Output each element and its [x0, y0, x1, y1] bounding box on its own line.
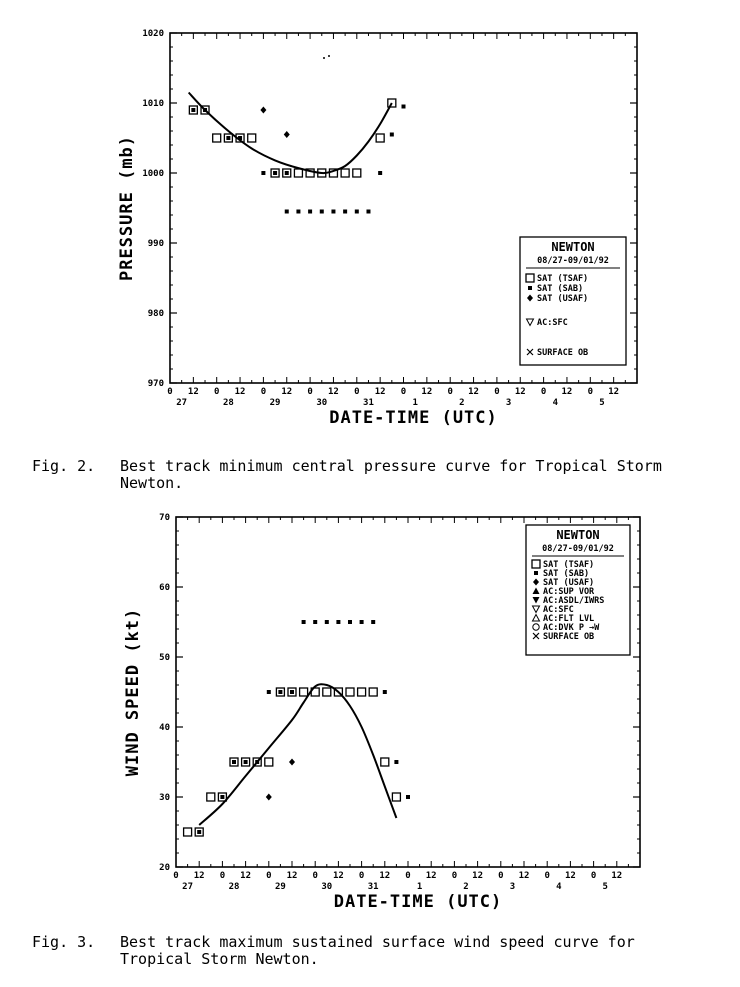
data-point-square: [213, 134, 221, 142]
x-day-label: 2: [463, 882, 469, 892]
x-day-label: 31: [363, 398, 374, 408]
y-tick-label: 50: [159, 653, 170, 663]
x-day-label: 30: [316, 398, 328, 408]
x-tick-label: 12: [240, 871, 252, 881]
x-tick-label: 0: [400, 387, 407, 397]
legend-item-label: AC:FLT LVL: [543, 614, 595, 624]
pressure-chart: [0, 0, 740, 440]
x-tick-label: 12: [374, 387, 386, 397]
y-tick-label: 30: [159, 793, 170, 803]
x-day-label: 4: [556, 882, 562, 892]
x-tick-label: 0: [494, 387, 500, 397]
data-point-filled-square: [285, 210, 289, 214]
legend-symbol: [528, 286, 532, 290]
data-point-diamond: [266, 794, 272, 801]
x-day-label: 27: [176, 398, 188, 408]
figure-3-label: Fig. 3.: [32, 933, 96, 951]
data-point-filled-square: [267, 690, 271, 694]
x-tick-label: 12: [608, 387, 620, 397]
data-point-filled-square: [331, 210, 335, 214]
best-track-curve: [199, 684, 396, 825]
x-tick-label: 0: [587, 387, 594, 397]
data-point-square: [381, 758, 389, 766]
x-tick-label: 12: [472, 871, 484, 881]
x-tick-label: 12: [611, 871, 623, 881]
data-point-filled-square: [273, 171, 277, 175]
legend-item-label: AC:DVK P →W: [543, 623, 600, 633]
legend-item-label: SURFACE OB: [543, 632, 595, 642]
data-point-filled-square: [232, 760, 236, 764]
y-tick-label: 990: [147, 239, 164, 249]
x-tick-label: 12: [421, 387, 433, 397]
data-point-diamond: [289, 759, 295, 766]
data-point-square: [369, 688, 377, 696]
x-day-label: 3: [509, 882, 516, 892]
x-tick-label: 12: [514, 387, 526, 397]
x-day-label: 29: [274, 882, 286, 892]
figure-2-caption: [32, 458, 720, 492]
data-point-filled-square: [238, 136, 242, 140]
x-tick-label: 0: [358, 871, 365, 881]
x-tick-label: 12: [234, 387, 246, 397]
x-day-label: 27: [182, 882, 194, 892]
data-point-filled-square: [360, 620, 364, 624]
data-point-square: [294, 169, 302, 177]
x-day-label: 2: [459, 398, 465, 408]
data-point-filled-square: [348, 620, 352, 624]
x-tick-label: 12: [328, 387, 339, 397]
legend-item-label: SAT (USAF): [537, 294, 589, 304]
data-point-filled-square: [366, 210, 370, 214]
data-point-filled-square: [336, 620, 340, 624]
data-point-filled-square: [320, 210, 324, 214]
x-axis-label: DATE-TIME (UTC): [333, 892, 503, 912]
y-axis-label: PRESSURE (mb): [117, 134, 137, 282]
legend-item-label: AC:ASDL/IWRS: [543, 596, 605, 606]
data-point-filled-square: [383, 690, 387, 694]
y-tick-label: 60: [159, 583, 170, 593]
data-point-filled-square: [290, 690, 294, 694]
figure-2-text: Best track minimum central pressure curve for Tropical Storm Newton.: [120, 457, 662, 492]
x-tick-label: 0: [260, 387, 267, 397]
x-tick-label: 0: [266, 871, 272, 881]
data-point-filled-square: [244, 760, 248, 764]
x-tick-label: 12: [379, 871, 391, 881]
data-point-filled-square: [308, 210, 312, 214]
x-tick-label: 12: [193, 871, 205, 881]
y-tick-label: 40: [159, 723, 170, 733]
data-point-square: [300, 688, 308, 696]
x-tick-label: 12: [564, 871, 576, 881]
data-point-square: [341, 169, 349, 177]
x-tick-label: 0: [405, 871, 411, 881]
x-tick-label: 12: [187, 387, 199, 397]
legend-item-label: SAT (TSAF): [537, 274, 589, 284]
legend-title: NEWTON: [556, 528, 600, 542]
x-tick-label: 12: [561, 387, 573, 397]
x-tick-label: 0: [354, 387, 360, 397]
x-tick-label: 12: [332, 871, 344, 881]
data-point-square: [358, 688, 366, 696]
x-tick-label: 0: [498, 871, 504, 881]
data-point-diamond: [284, 131, 290, 138]
data-point-filled-square: [355, 210, 359, 214]
x-tick-label: 0: [167, 387, 173, 397]
data-point-filled-square: [343, 210, 347, 214]
data-point-square: [376, 134, 384, 142]
data-point-filled-square: [296, 210, 300, 214]
x-tick-label: 0: [312, 871, 318, 881]
data-point-filled-square: [255, 760, 259, 764]
x-day-label: 31: [367, 882, 379, 892]
data-point-filled-square: [325, 620, 329, 624]
legend-item-label: SAT (SAB): [543, 569, 590, 579]
y-tick-label: 1000: [142, 169, 164, 179]
x-tick-label: 0: [173, 871, 179, 881]
legend-item-label: AC:SFC: [543, 605, 574, 615]
x-day-label: 1: [416, 882, 423, 892]
data-point-filled-square: [406, 795, 410, 799]
legend-item-label: SAT (USAF): [543, 578, 595, 588]
data-point-filled-square: [371, 620, 375, 624]
x-tick-label: 0: [307, 387, 313, 397]
data-point-filled-square: [220, 795, 224, 799]
figure-3-caption: [32, 934, 720, 968]
data-point-filled-square: [285, 171, 289, 175]
data-point-square: [265, 758, 273, 766]
y-tick-label: 20: [159, 863, 170, 873]
y-tick-label: 70: [159, 513, 170, 523]
x-tick-label: 12: [425, 871, 437, 881]
figure-3-text: Best track maximum sustained surface wind speed curve for Tropical Storm Newton.: [120, 933, 635, 968]
data-point-filled-square: [402, 105, 406, 109]
scan-speck: [323, 57, 325, 59]
legend-item-label: AC:SFC: [537, 318, 568, 328]
y-tick-label: 970: [147, 379, 164, 389]
scan-speck: [328, 55, 330, 57]
x-day-label: 28: [222, 398, 234, 408]
x-tick-label: 0: [447, 387, 453, 397]
legend-item-label: SURFACE OB: [537, 348, 589, 358]
x-axis-label: DATE-TIME (UTC): [329, 408, 498, 428]
data-point-square: [392, 793, 400, 801]
data-point-diamond: [260, 107, 266, 114]
x-tick-label: 12: [518, 871, 530, 881]
x-day-label: 5: [602, 882, 608, 892]
data-point-filled-square: [302, 620, 306, 624]
y-axis-label: WIND SPEED (kt): [123, 607, 143, 777]
data-point-filled-square: [203, 108, 207, 112]
best-track-curve: [189, 93, 392, 174]
data-point-square: [323, 688, 331, 696]
legend-symbol: [534, 571, 538, 575]
data-point-square: [184, 828, 192, 836]
legend-subtitle: 08/27-09/01/92: [542, 544, 614, 554]
data-point-filled-square: [313, 620, 317, 624]
data-point-filled-square: [197, 830, 201, 834]
x-day-label: 30: [321, 882, 333, 892]
y-tick-label: 1010: [142, 99, 164, 109]
x-day-label: 1: [412, 398, 418, 408]
data-point-filled-square: [378, 171, 382, 175]
legend-title: NEWTON: [551, 240, 595, 254]
x-day-label: 4: [552, 398, 558, 408]
x-tick-label: 0: [544, 871, 550, 881]
data-point-filled-square: [278, 690, 282, 694]
legend-subtitle: 08/27-09/01/92: [537, 256, 609, 266]
x-tick-label: 0: [213, 387, 220, 397]
x-tick-label: 0: [219, 871, 226, 881]
data-point-square: [353, 169, 361, 177]
figure-2-label: Fig. 2.: [32, 457, 96, 475]
x-day-label: 29: [269, 398, 281, 408]
data-point-square: [346, 688, 354, 696]
legend-item-label: SAT (TSAF): [543, 560, 595, 570]
wind-speed-chart: [0, 505, 740, 925]
data-point-filled-square: [226, 136, 230, 140]
data-point-square: [207, 793, 215, 801]
data-point-filled-square: [191, 108, 195, 112]
legend-item-label: AC:SUP VOR: [543, 587, 595, 597]
y-tick-label: 1020: [142, 29, 164, 39]
y-tick-label: 980: [147, 309, 164, 319]
x-day-label: 5: [599, 398, 605, 408]
legend-item-label: SAT (SAB): [537, 284, 584, 294]
data-point-square: [248, 134, 256, 142]
x-day-label: 3: [505, 398, 512, 408]
x-tick-label: 0: [451, 871, 458, 881]
x-day-label: 28: [228, 882, 240, 892]
data-point-filled-square: [390, 133, 394, 137]
x-tick-label: 12: [468, 387, 479, 397]
data-point-filled-square: [261, 171, 265, 175]
x-tick-label: 12: [281, 387, 293, 397]
x-tick-label: 0: [540, 387, 547, 397]
data-point-filled-square: [394, 760, 398, 764]
x-tick-label: 0: [590, 871, 597, 881]
x-tick-label: 12: [286, 871, 298, 881]
